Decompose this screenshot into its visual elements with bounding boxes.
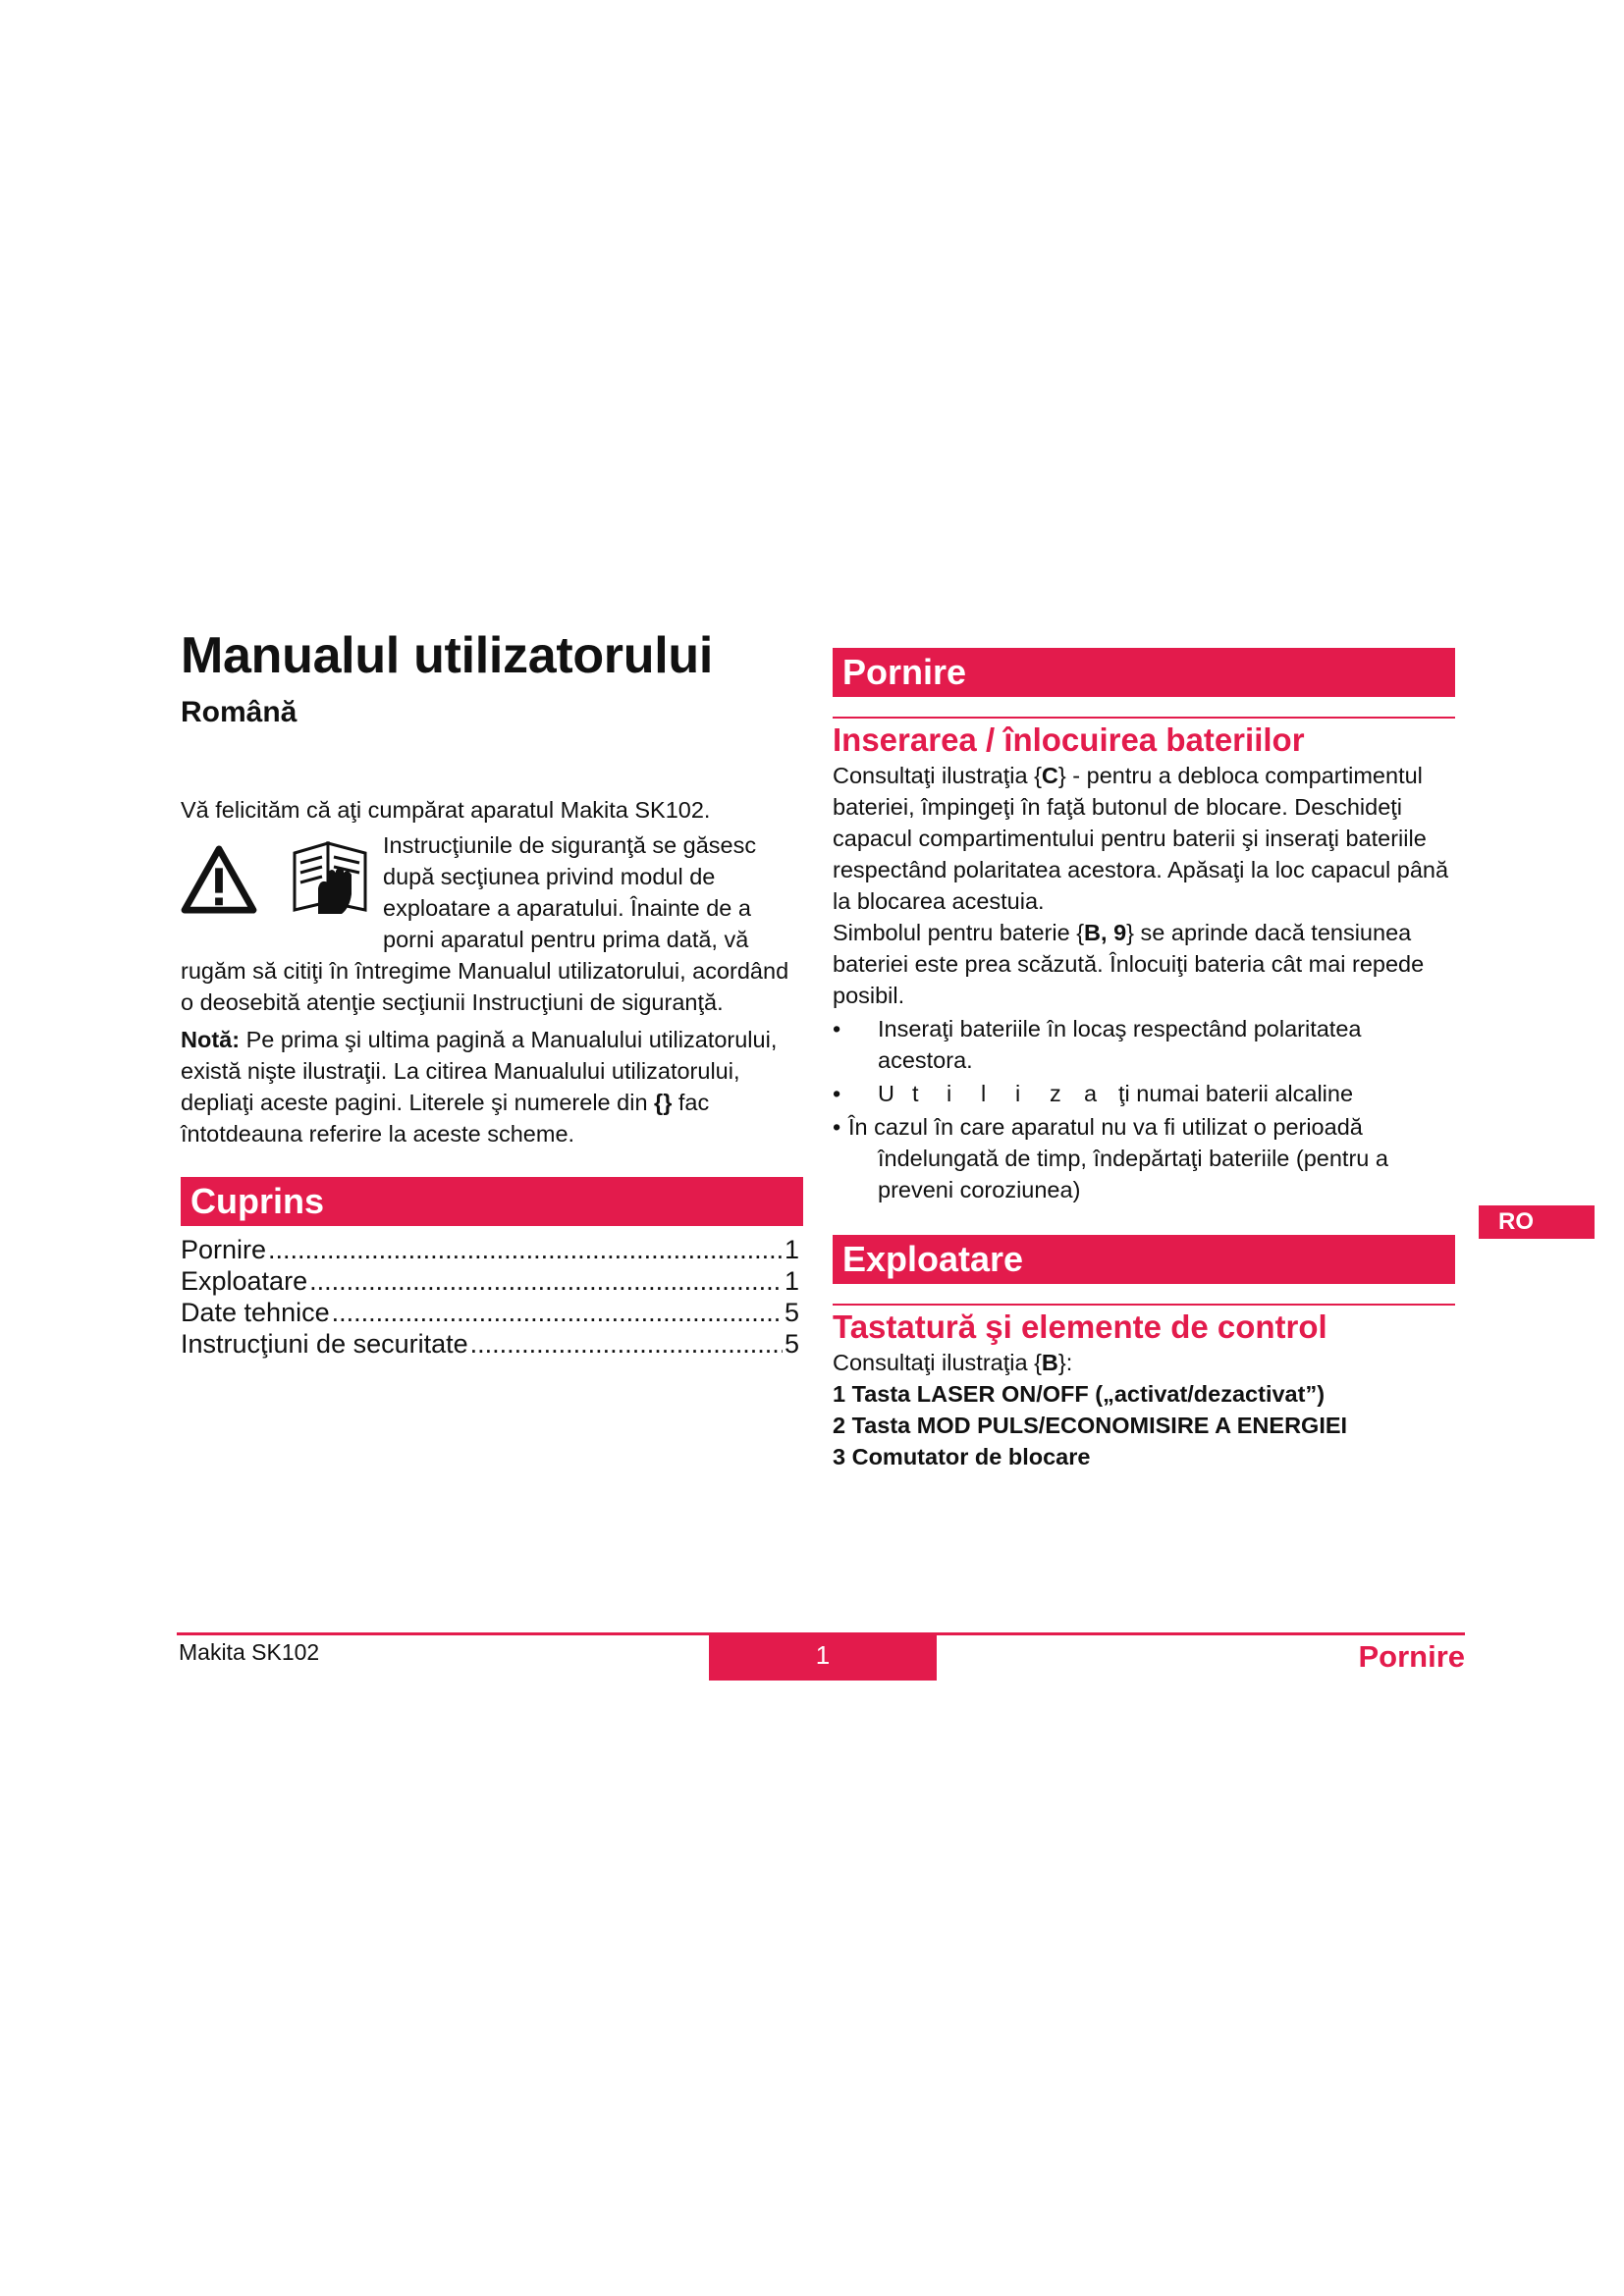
figure-ref: B, 9 — [1084, 920, 1127, 945]
toc-leader — [332, 1297, 783, 1328]
spaced-letter: z — [1050, 1081, 1061, 1106]
bullet-item — [833, 1078, 1455, 1109]
document-title: Manualul utilizatorului — [181, 627, 713, 684]
footer-page-number: 1 — [709, 1635, 937, 1681]
cuprins-heading: Cuprins — [181, 1177, 803, 1226]
toc-leader — [470, 1328, 783, 1360]
note-braces: {} — [654, 1090, 673, 1116]
text-run: } se aprinde dacă tensiunea bateriei este prea scăzută. Înlocuiţi bateria cât mai repede posibil. — [833, 920, 1425, 1008]
language-tab[interactable]: RO — [1479, 1205, 1595, 1239]
toc-page: 1 — [784, 1266, 799, 1297]
read-manual-icon — [291, 833, 369, 914]
safety-icons — [181, 833, 367, 920]
key-item: 1 Tasta LASER ON/OFF („activat/dezactivat”) — [833, 1381, 1326, 1407]
toc-label: Instrucţiuni de securitate — [181, 1329, 468, 1360]
toc-page: 1 — [784, 1235, 799, 1265]
note-label: Notă: — [181, 1027, 241, 1053]
toc-item[interactable] — [181, 1297, 799, 1328]
bullet-text: ţi numai baterii alcaline — [1118, 1081, 1354, 1106]
toc-item[interactable] — [181, 1265, 799, 1297]
bullet-item — [833, 1013, 1455, 1076]
toc-label: Exploatare — [181, 1266, 308, 1297]
text-run: Simbolul pentru baterie { — [833, 920, 1085, 945]
right-column — [833, 648, 1455, 1472]
spaced-letter: t — [912, 1081, 919, 1106]
spaced-letter: U — [878, 1081, 894, 1106]
battery-bullets — [833, 1013, 1455, 1205]
battery-subheading: Inserarea / înlocuirea bateriilor — [833, 721, 1305, 758]
key-item: 3 Comutator de blocare — [833, 1444, 1091, 1469]
bullet-text: Inseraţi bateriile în locaş respectând polaritatea acestora. — [878, 1016, 1362, 1073]
controls-paragraph — [833, 1347, 1455, 1378]
text-run: Consultaţi ilustraţia { — [833, 1350, 1042, 1375]
key-list — [833, 1378, 1455, 1472]
toc-leader — [309, 1265, 783, 1297]
table-of-contents — [181, 1234, 803, 1360]
toc-label: Pornire — [181, 1235, 267, 1265]
safety-notice — [181, 829, 803, 1018]
bullet-item — [833, 1111, 1455, 1205]
spaced-letter: l — [981, 1081, 987, 1106]
note-tail: fac întotdeauna referire la aceste scheme. — [181, 1090, 710, 1148]
spaced-letter: i — [947, 1081, 952, 1106]
note-text: Pe prima şi ultima pagină a Manualului utilizatorului, există nişte ilustraţii. La citirea Manualului utilizatorului, depliaţi aceste pagini. Literele şi numerele din — [181, 1027, 778, 1116]
bullet-text: În cazul în care aparatul nu va fi utilizat o perioadă — [848, 1114, 1363, 1140]
safety-rest: rugăm să citiţi în întregime Manualul utilizatorului, acordând o deosebită atenţie secţiunii Instrucţiuni de siguranţă. — [181, 958, 789, 1016]
toc-label: Date tehnice — [181, 1298, 330, 1328]
safety-line-2: după secţiunea privind modul de — [383, 864, 716, 890]
left-column — [181, 628, 803, 1360]
spaced-letter: a — [1084, 1081, 1098, 1106]
pornire-heading: Pornire — [833, 648, 1455, 697]
footer-product: Makita SK102 — [179, 1639, 320, 1665]
footer-section: Pornire — [1358, 1639, 1465, 1674]
toc-item[interactable] — [181, 1328, 799, 1360]
note-paragraph — [181, 1024, 803, 1149]
safety-line-1: Instrucţiunile de siguranţă se găsesc — [383, 832, 757, 859]
exploatare-heading: Exploatare — [833, 1235, 1455, 1284]
battery-paragraph-1 — [833, 760, 1455, 917]
spaced-letter: i — [1015, 1081, 1021, 1106]
language-subtitle: Română — [181, 696, 298, 729]
toc-page: 5 — [784, 1298, 799, 1328]
subhead-divider — [833, 1304, 1455, 1306]
toc-page: 5 — [784, 1329, 799, 1360]
bullet-text-continued: îndelungată de timp, îndepărtaţi bateriile (pentru a preveni coroziunea) — [878, 1146, 1388, 1202]
controls-subheading: Tastatură şi elemente de control — [833, 1308, 1327, 1345]
safety-line-4: porni aparatul pentru prima dată, vă — [383, 927, 749, 953]
toc-leader — [268, 1234, 783, 1265]
intro-text: Vă felicităm că aţi cumpărat aparatul Makita SK102. — [181, 797, 711, 824]
text-run: }: — [1057, 1350, 1073, 1375]
text-run: } - pentru a debloca compartimentul bateriei, împingeţi în faţă butonul de blocare. Deschideţi capacul compartimentului pentru baterii şi inseraţi bateriile respectând polaritatea acestora. Apăsaţi la loc capacul până la blocarea acestuia. — [833, 763, 1449, 914]
subhead-divider — [833, 717, 1455, 719]
text-run: Consultaţi ilustraţia { — [833, 763, 1042, 788]
warning-triangle-icon — [181, 845, 257, 914]
battery-paragraph-2 — [833, 917, 1455, 1011]
safety-line-3: exploatare a aparatului. Înainte de a — [383, 895, 751, 922]
toc-item[interactable] — [181, 1234, 799, 1265]
figure-ref: B — [1041, 1350, 1058, 1375]
key-item: 2 Tasta MOD PULS/ECONOMISIRE A ENERGIEI — [833, 1413, 1348, 1438]
figure-ref: C — [1041, 763, 1058, 788]
